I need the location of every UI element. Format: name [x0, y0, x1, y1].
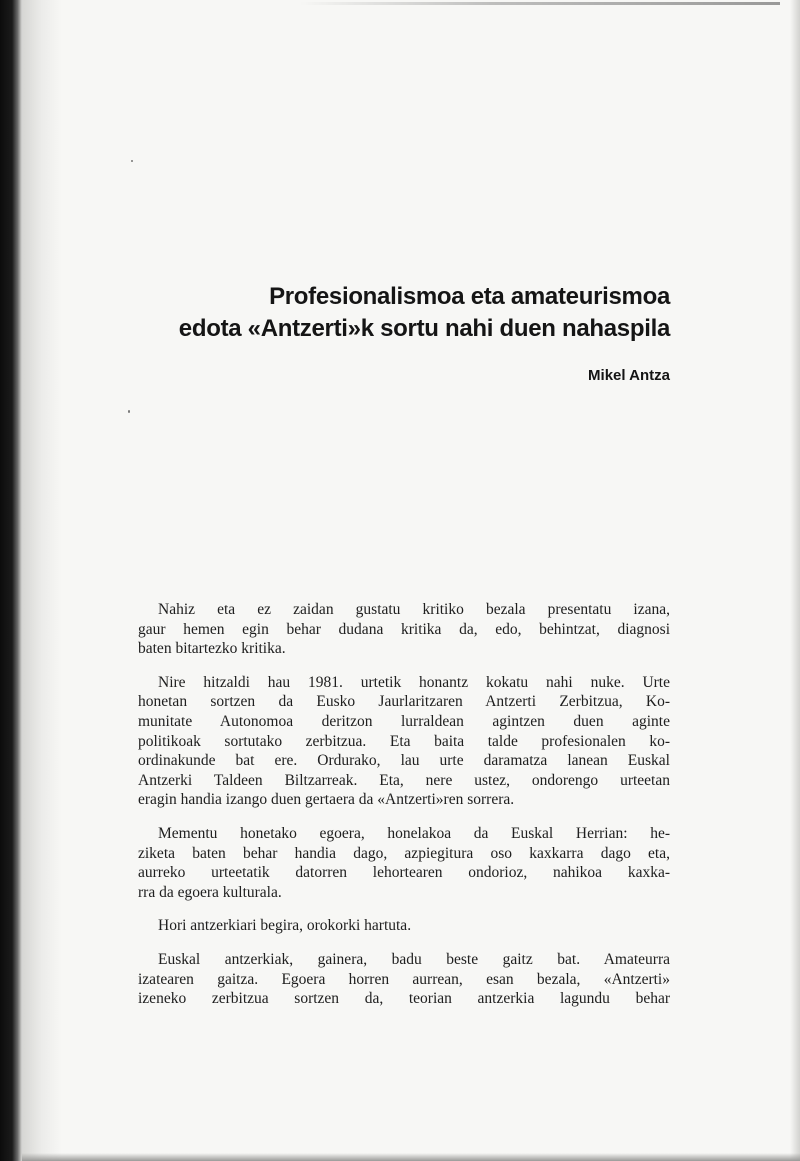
text-line: izatearen gaitza. Egoera horren aurrean, esan bezala, «Antzerti» [138, 970, 670, 988]
paragraph [138, 916, 670, 936]
text-line: rra da egoera kulturala. [138, 883, 282, 901]
text-line: munitate Autonomoa deritzon lurraldean agintzen duen aginte [138, 712, 670, 730]
paragraph [138, 950, 670, 1009]
text-line: gaur hemen egin behar dudana kritika da, edo, behintzat, diagnosi [138, 620, 670, 638]
paragraph [138, 824, 670, 902]
article-title [179, 281, 670, 345]
scan-speck [128, 410, 130, 413]
article-body [138, 600, 670, 1023]
text-line: Mementu honetako egoera, honelakoa da Euskal Herrian: he- [158, 824, 670, 842]
bottom-edge-shadow [22, 1153, 800, 1161]
text-line: izeneko zerbitzua sortzen da, teorian antzerkia lagundu behar [138, 990, 670, 1008]
page-gutter [22, 0, 62, 1161]
text-line: Hori antzerkiari begira, orokorki hartuta. [158, 917, 412, 935]
right-edge-shadow [790, 0, 800, 1161]
text-line: eragin handia izango duen gertaera da «Antzerti»ren sorrera. [138, 791, 515, 809]
text-line: politikoak sortutako zerbitzua. Eta baita talde profesionalen ko- [138, 732, 670, 750]
text-line: Antzerki Taldeen Biltzarreak. Eta, nere ustez, ondorengo urteetan [138, 771, 670, 789]
top-edge-shadow [300, 2, 780, 5]
text-line: Nire hitzaldi hau 1981. urtetik honantz kokatu nahi nuke. Urte [158, 673, 670, 691]
book-binding-shadow [0, 0, 22, 1161]
text-line: Euskal antzerkiak, gainera, badu beste gaitz bat. Amateurra [158, 950, 670, 968]
text-line: baten bitartezko kritika. [138, 640, 286, 658]
article-title-line: edota «Antzerti»k sortu nahi duen nahaspila [178, 315, 670, 342]
text-line: aurreko urteetatik datorren lehortearen ondorioz, nahikoa kaxka- [138, 864, 670, 882]
text-line: honetan sortzen da Eusko Jaurlaritzaren Antzerti Zerbitzua, Ko- [138, 693, 670, 711]
text-line: Nahiz eta ez zaidan gustatu kritiko bezala presentatu izana, [158, 601, 670, 618]
paragraph [138, 600, 670, 659]
article-title-line: Profesionalismoa eta amateurismoa [269, 283, 670, 310]
scan-speck [131, 160, 133, 162]
article-author: Mikel Antza [588, 367, 670, 384]
paragraph [138, 673, 670, 810]
text-line: ziketa baten behar handia dago, azpiegitura oso kaxkarra dago eta, [138, 844, 670, 862]
text-line: ordinakunde bat ere. Ordurako, lau urte daramatza lanean Euskal [138, 752, 670, 770]
